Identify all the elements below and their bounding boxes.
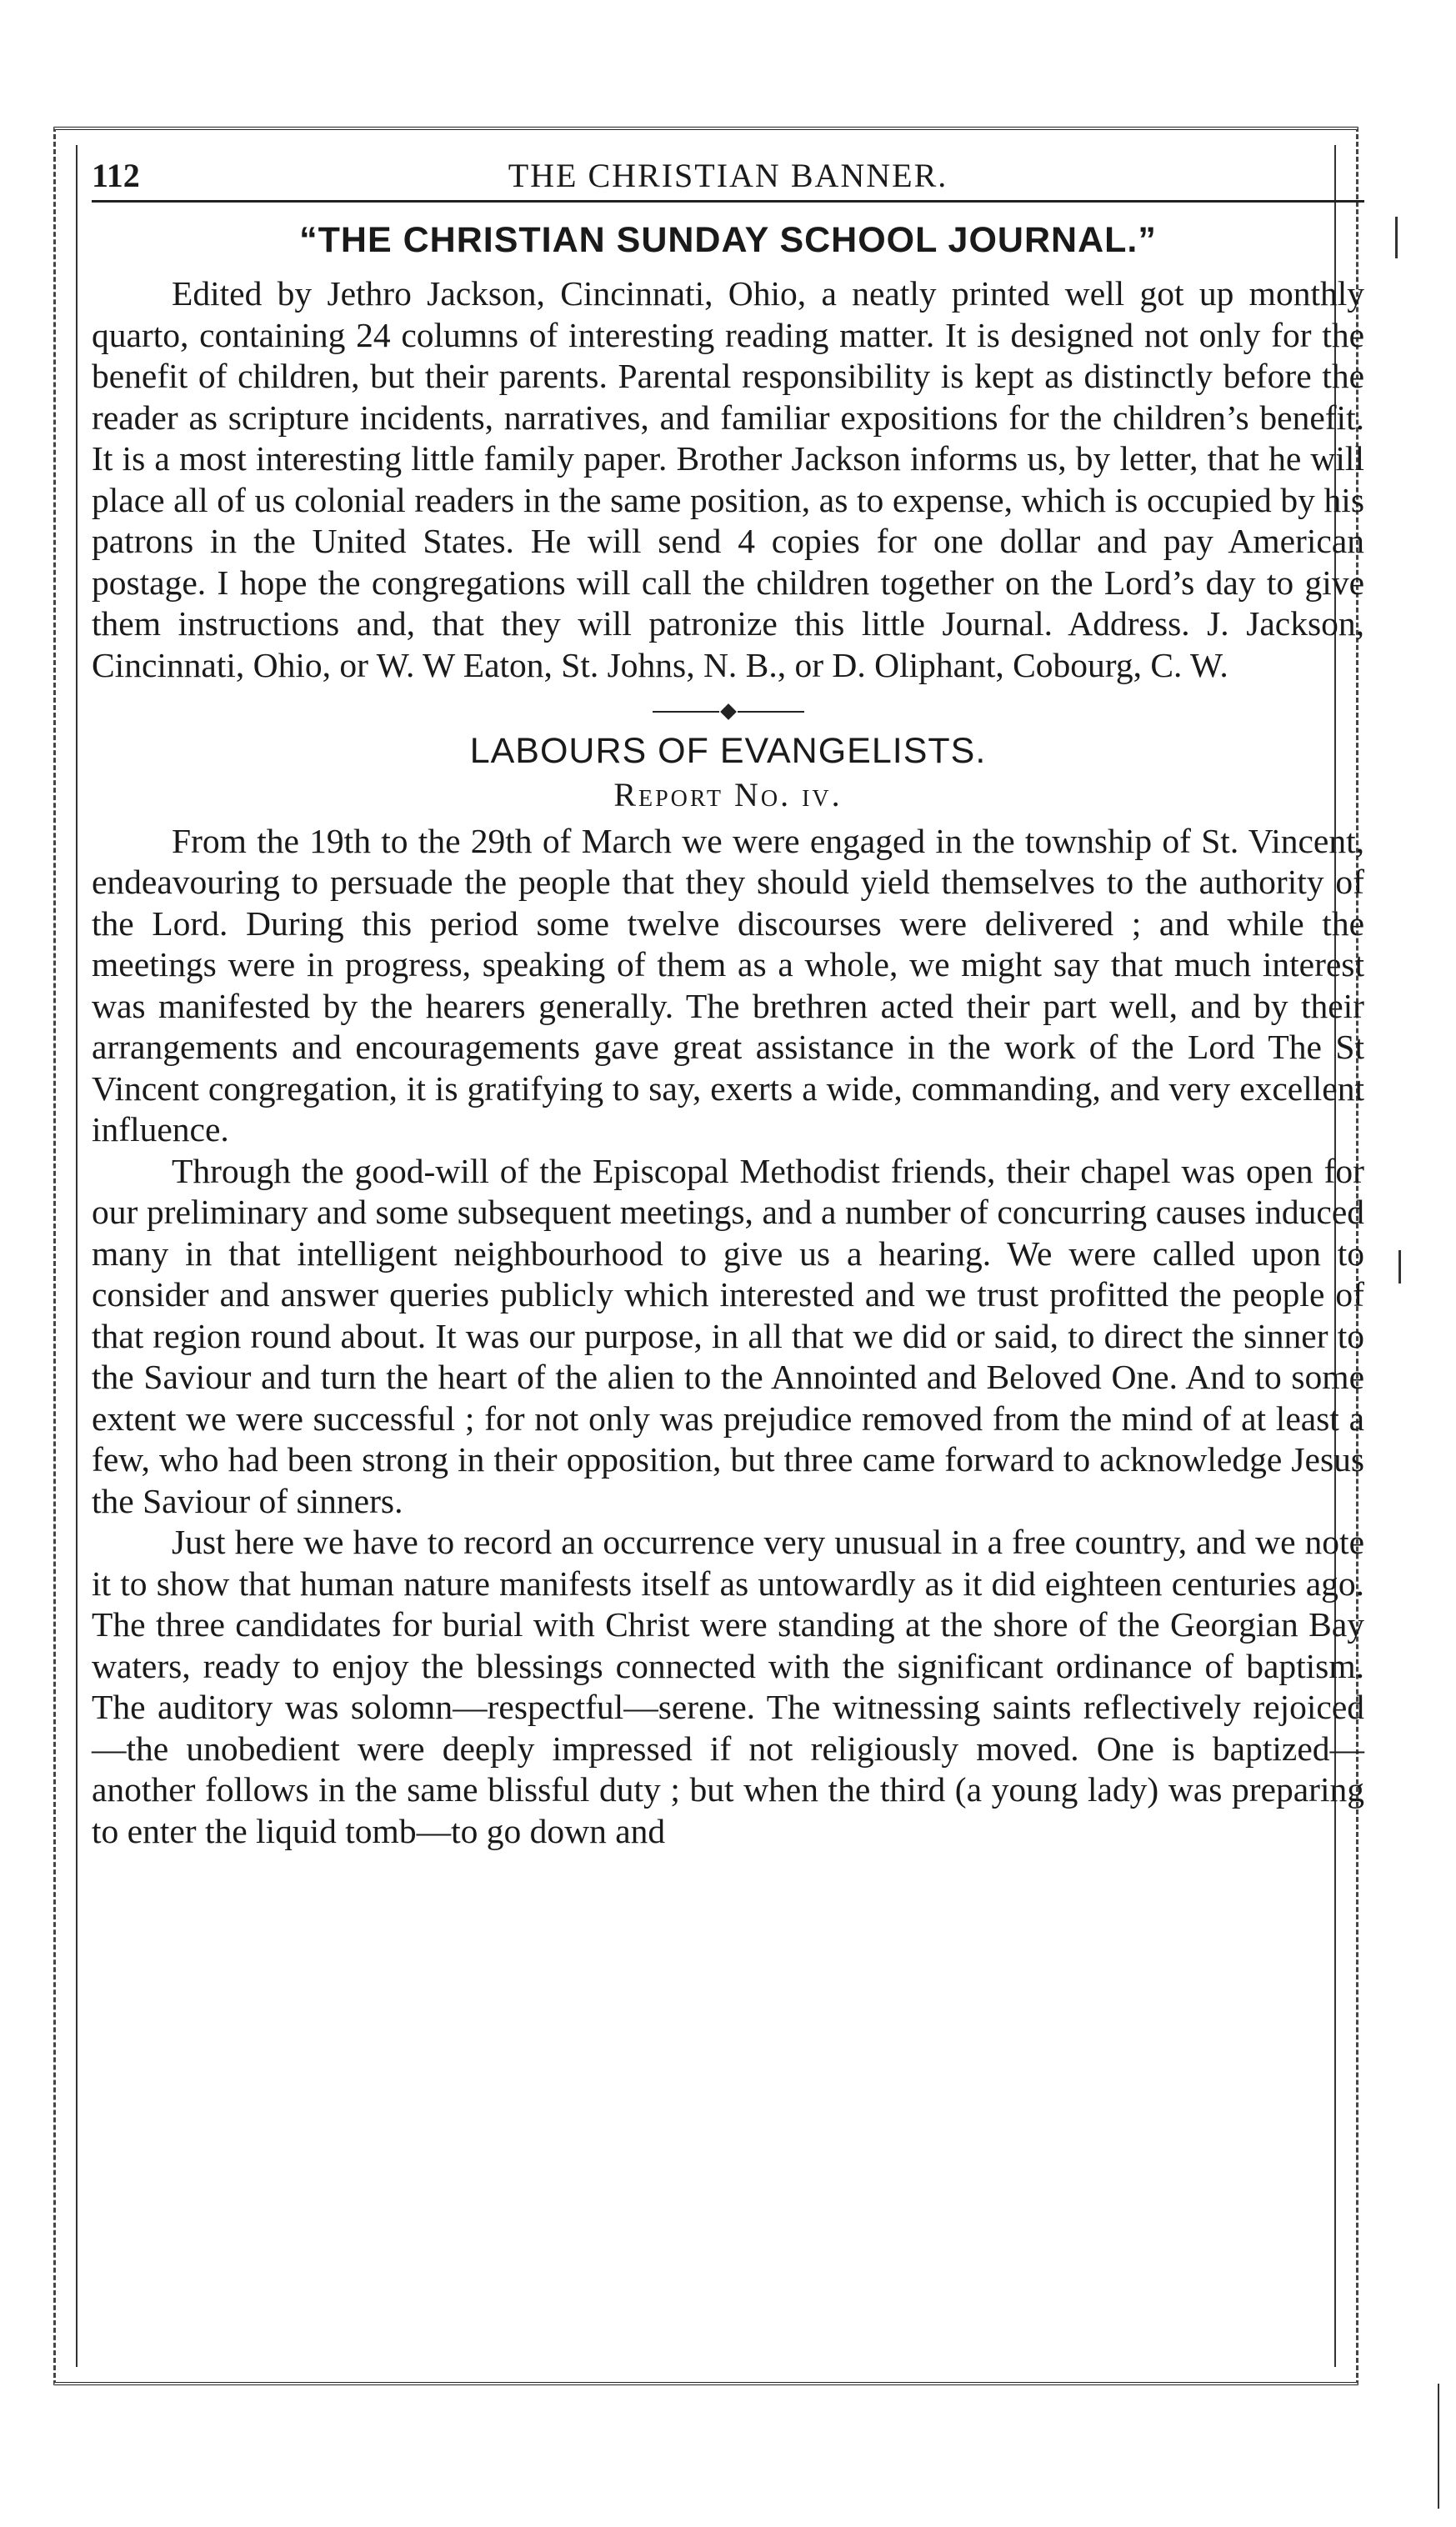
journal-title: THE CHRISTIAN BANNER. xyxy=(508,156,948,194)
margin-mark xyxy=(1395,217,1398,258)
running-header xyxy=(92,150,1364,203)
article-title-labours-of-evangelists: LABOURS OF EVANGELISTS. xyxy=(469,731,987,771)
paragraph-st-vincent: From the 19th to the 29th of March we were engaged in the township of St. Vincent, endeavouring to persuade the people that they should yield themselves to the authority of the Lord. During this period some twelve discourses were delivered ; and while the meetings were in progress, speaking of them as a whole, we might say that much interest was manifested by the hearers generally. The brethren acted their part well, and by their arrangements and encouragements gave great assistance in the work of the Lord The St Vincent congregation, it is gratifying to say, exerts a wide, commanding, and very excellent influence. xyxy=(92,821,1364,1148)
divider-rule-left xyxy=(653,711,719,713)
page-content xyxy=(92,215,1364,1852)
divider-rule-right xyxy=(738,711,804,713)
report-subtitle: Report No. iv. xyxy=(613,776,843,813)
page-number: 112 xyxy=(92,156,140,194)
section-divider xyxy=(92,698,1364,723)
margin-mark xyxy=(1438,2384,1439,2509)
divider-ornament-icon xyxy=(720,703,737,720)
article-body-sunday-school-journal: Edited by Jethro Jackson, Cincinnati, Ohio, a neatly printed well got up monthly quarto, containing 24 columns of interesting reading matter. It is designed not only for the benefit of children, but their parents. Parental responsibility is kept as distinctly before the reader as scripture incidents, narratives, and familiar expositions for the children’s benefit. It is a most interesting little family paper. Brother Jackson informs us, by letter, that he will place all of us colonial readers in the same position, as to expense, which is occupied by his patrons in the United States. He will send 4 copies for one dollar and pay American postage. I hope the congregations will call the children together on the Lord’s day to give them instructions and, that they will patronize this little Journal. Address. J. Jackson, Cincinnati, Ohio, or W. W Eaton, St. Johns, N. B., or D. Oliphant, Cobourg, C. W. xyxy=(92,274,1364,684)
paragraph-episcopal-chapel: Through the good-will of the Episcopal Methodist friends, their chapel was open for our preliminary and some subsequent meetings, and a number of concurring causes induced many in that intelligent neighbourhood to give us a hearing. We were called upon to consider and answer queries publicly which interested and we trust profitted the people of that region round about. It was our purpose, in all that we did or said, to direct the sinner to the Saviour and turn the heart of the alien to the Annointed and Beloved One. And to some extent we were successful ; for not only was prejudice removed from the mind of at least a few, who had been strong in their opposition, but three came forward to acknowledge Jesus the Saviour of sinners. xyxy=(92,1151,1364,1520)
margin-mark xyxy=(1398,1250,1401,1284)
article-title-sunday-school-journal: “THE CHRISTIAN SUNDAY SCHOOL JOURNAL.” xyxy=(299,220,1157,260)
paragraph-baptism-occurrence: Just here we have to record an occurrence very unusual in a free country, and we note it to show that human nature manifests itself as untowardly as it did eighteen centuries ago. The three candidates for burial with Christ were standing at the shore of the Georgian Bay waters, ready to enjoy the blessings connected with the significant ordinance of baptism. The auditory was solomn—respectful—serene. The witnessing saints reflectively rejoiced —the unobedient were deeply impressed if not religiously moved. One is baptized—another follows in the same blissful duty ; but when the third (a young lady) was preparing to enter the liquid tomb—to go down and xyxy=(92,1523,1364,1850)
